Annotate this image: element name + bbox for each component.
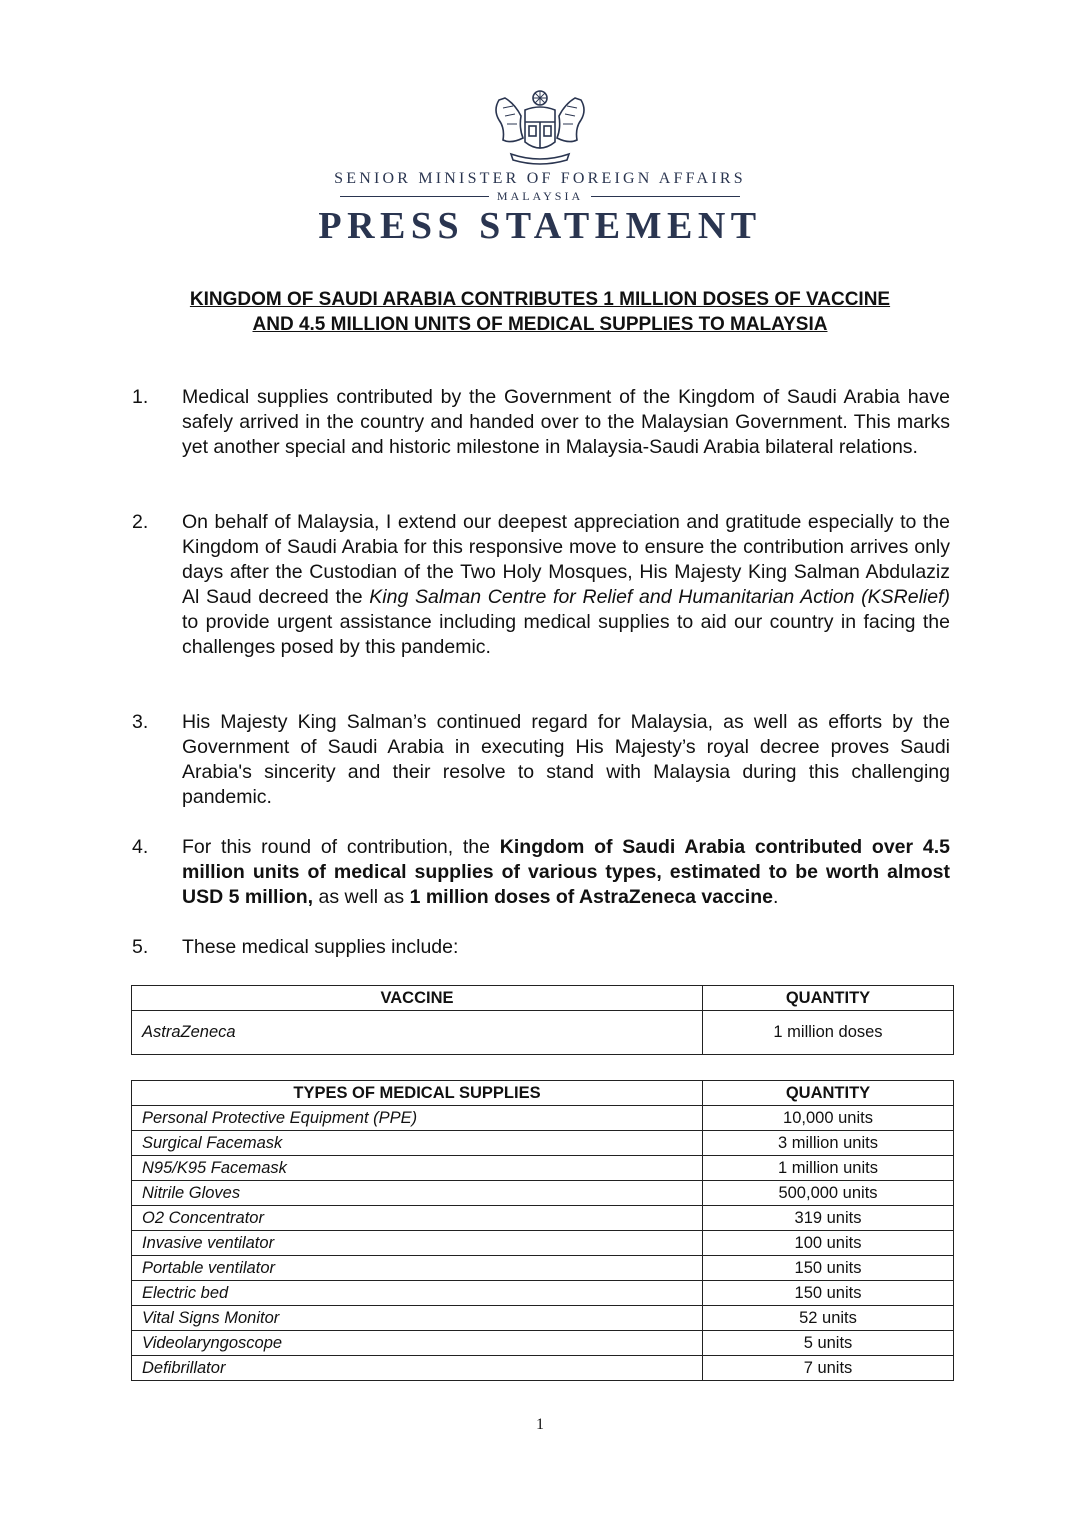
supply-name: Defibrillator [132, 1356, 703, 1381]
paragraph-4 [132, 835, 950, 910]
supply-quantity: 7 units [703, 1356, 954, 1381]
table-row [132, 1156, 954, 1181]
supply-quantity: 52 units [703, 1306, 954, 1331]
medical-supplies-table [131, 1080, 954, 1381]
column-header: TYPES OF MEDICAL SUPPLIES [132, 1081, 703, 1106]
headline-line-2: AND 4.5 MILLION UNITS OF MEDICAL SUPPLIES TO MALAYSIA [252, 314, 828, 335]
text-segment: as well as [313, 886, 410, 908]
paragraph-3 [132, 710, 950, 810]
supply-name: Nitrile Gloves [132, 1181, 703, 1206]
paragraph-text: Medical supplies contributed by the Government of the Kingdom of Saudi Arabia have safely arrived in the country and handed over to the Malaysian Government. This marks yet another special and historic milestone in Malaysia-Saudi Arabia bilateral relations. [182, 386, 950, 458]
supply-name: Surgical Facemask [132, 1131, 703, 1156]
supply-name: Personal Protective Equipment (PPE) [132, 1106, 703, 1131]
supply-name: Vital Signs Monitor [132, 1306, 703, 1331]
text-segment: to provide urgent assistance including medical supplies to aid our country in facing the challenges posed by this pandemic. [182, 611, 950, 658]
text-segment: . [772, 886, 779, 908]
paragraph-2 [132, 510, 950, 660]
column-header: QUANTITY [703, 986, 954, 1011]
supply-quantity: 150 units [703, 1256, 954, 1281]
supply-name: Videolaryngoscope [132, 1331, 703, 1356]
column-header: QUANTITY [703, 1081, 954, 1106]
paragraph-text [182, 835, 950, 910]
supply-quantity: 10,000 units [703, 1106, 954, 1131]
table-row [132, 1281, 954, 1306]
table-row [132, 1206, 954, 1231]
paragraph-number: 5. [132, 936, 149, 958]
supply-quantity: 150 units [703, 1281, 954, 1306]
table-row [132, 1331, 954, 1356]
headline [110, 287, 970, 337]
supply-quantity: 319 units [703, 1206, 954, 1231]
paragraph-5 [132, 935, 950, 960]
paragraph-text: These medical supplies include: [182, 936, 459, 958]
country-row [340, 187, 740, 205]
supply-quantity: 1 million units [703, 1156, 954, 1181]
supply-name: Portable ventilator [132, 1256, 703, 1281]
table-row [132, 1231, 954, 1256]
supply-quantity: 3 million units [703, 1131, 954, 1156]
paragraph-number: 3. [132, 711, 149, 733]
paragraph-number: 1. [132, 386, 149, 408]
document-type-title: PRESS STATEMENT [318, 205, 762, 247]
bold-segment: Kingdom of Saudi Arabia contributed over 4.5 million units of medical supplies of various types, estimated to be worth almost USD 5 million, [182, 836, 950, 908]
table-row [132, 1131, 954, 1156]
supply-name: N95/K95 Facemask [132, 1156, 703, 1181]
supply-quantity: 100 units [703, 1231, 954, 1256]
supply-name: Invasive ventilator [132, 1231, 703, 1256]
table-row [132, 1011, 954, 1055]
supply-name: Electric bed [132, 1281, 703, 1306]
supply-quantity: 500,000 units [703, 1181, 954, 1206]
page-number: 1 [536, 1416, 544, 1433]
table-row [132, 1356, 954, 1381]
paragraph-text [182, 510, 950, 660]
bold-segment: 1 million doses of AstraZeneca vaccine [409, 886, 773, 908]
text-segment: On behalf of Malaysia, I extend our deepest appreciation and gratitude especially to the Kingdom of Saudi Arabia for this responsive move to ensure the contribution arrives only days after the Custodian of the Two Holy Mosques, His Majesty King Salman Abdulaziz Al Saud decreed the [182, 511, 950, 608]
paragraph-text: His Majesty King Salman’s continued regard for Malaysia, as well as efforts by the Government of Saudi Arabia in executing His Majesty’s royal decree proves Saudi Arabia's sincerity and their resolve to stand with Malaysia during this challenging pandemic. [182, 711, 950, 808]
supply-quantity: 5 units [703, 1331, 954, 1356]
table-header-row [132, 1081, 954, 1106]
country-name: MALAYSIA [496, 188, 584, 203]
right-rule [591, 196, 740, 197]
paragraph-number: 4. [132, 836, 149, 858]
table-row [132, 1106, 954, 1131]
supply-name: O2 Concentrator [132, 1206, 703, 1231]
paragraph-1 [132, 385, 950, 460]
headline-line-1: KINGDOM OF SAUDI ARABIA CONTRIBUTES 1 MILLION DOSES OF VACCINE [189, 289, 891, 310]
vaccine-table [131, 985, 954, 1055]
left-rule [340, 196, 489, 197]
text-segment: For this round of contribution, the [182, 836, 500, 858]
ksrelief-name: King Salman Centre for Relief and Humanitarian Action (KSRelief) [369, 586, 950, 608]
column-header: VACCINE [132, 986, 703, 1011]
table-row [132, 1306, 954, 1331]
vaccine-name: AstraZeneca [132, 1011, 703, 1055]
table-row [132, 1256, 954, 1281]
vaccine-quantity: 1 million doses [703, 1011, 954, 1055]
table-header-row [132, 986, 954, 1011]
paragraph-number: 2. [132, 511, 149, 533]
ministry-title: SENIOR MINISTER OF FOREIGN AFFAIRS [334, 170, 746, 187]
table-row [132, 1181, 954, 1206]
malaysia-coat-of-arms-icon [489, 88, 591, 170]
